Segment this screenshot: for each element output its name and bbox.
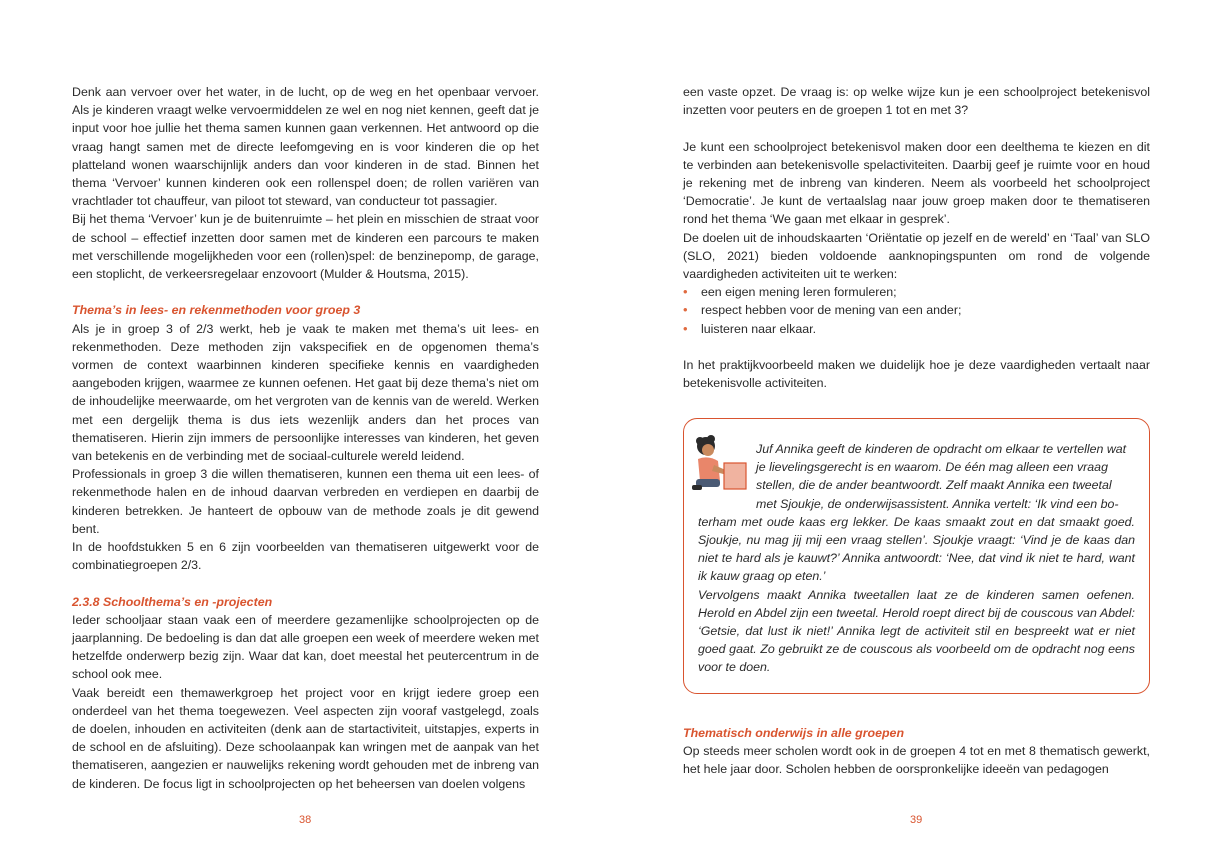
- paragraph: een vaste opzet. De vraag is: op welke wijze kun je een schoolproject betekenisvol inzetten voor peuters en de groepen 1 tot en met 3?: [683, 85, 1150, 118]
- right-bottom-column: [683, 724, 1150, 779]
- section-heading: Thema’s in lees- en rekenmethoden voor groep 3: [72, 303, 361, 318]
- paragraph: Ieder schooljaar staan vaak een of meerdere gezamenlijke schoolprojecten op de jaarplanning. De bedoeling is dan dat alle groepen een week of meerdere weken met hetzelfde onderwerp bezig zijn. Waar dat kan, doet meestal het peutercentrum in de school ook mee.: [72, 612, 539, 682]
- right-page: [611, 0, 1222, 862]
- box-line: je lievelingsgerecht is en waarom. De één mag alleen een vraag: [756, 460, 1108, 475]
- list-item: • respect hebben voor de mening van een ander;: [683, 301, 1150, 319]
- paragraph: Professionals in groep 3 die willen thematiseren, kunnen een thema uit een lees- of rekenmethode halen en de inhoud daarvan verbreden en verdiepen en daarbij de kinderen betrekken. Je hanteert de opbouw van de methode zoals je dit gewend bent.: [72, 467, 539, 536]
- bullet-list: [683, 283, 1150, 338]
- paragraph: Denk aan vervoer over het water, in de lucht, op de weg en het openbaar vervoer. Als je kinderen vraagt welke vervoermiddelen ze wel en nog niet kennen, geeft dat je input voor hoe jullie het thema samen kunnen gaan verkennen. Het antwoord op die vraag hangt samen met de directe leefomgeving en is voor kinderen die op het platteland wonen waarschijnlijk anders dan voor kinderen in de stad. Binnen het thema ‘Vervoer’ kunnen kinderen ook een rollenspel doen; de rollen variëren van vrachtlader tot chauffeur, van piloot tot steward, van conducteur tot passagier.: [72, 85, 539, 209]
- list-item: • een eigen mening leren formuleren;: [683, 283, 1150, 301]
- page-number: 39: [910, 814, 923, 826]
- practice-example-box: [683, 418, 1150, 694]
- paragraph: De doelen uit de inhoudskaarten ‘Oriëntatie op jezelf en de wereld’ en ‘Taal’ van SLO (SLO, 2021) bieden voldoende aanknopingspunten om rond de volgende vaardigheden activiteiten uit te werken:: [683, 230, 1150, 282]
- box-paragraph: Vervolgens maakt Annika tweetallen laat ze de kinderen samen oefenen. Herold en Abdel zijn een tweetal. Herold roept direct bij de couscous van Abdel: ‘Getsie, dat lust ik niet!’ Annika legt de activiteit stil en bespreekt wat er niet goed gaat. Zo gebruikt ze de couscous als voorbeeld om de opdracht nog eens voor te doen.: [698, 587, 1135, 675]
- page-number: 38: [299, 814, 312, 826]
- box-paragraph: terham met oude kaas erg lekker. De kaas smaakt zout en dat smaakt goed. Sjoukje, nu mag jij mij een vraag stellen’. Sjoukje vraagt: ‘Vind je de kaas dan niet te hard als je kauwt?’ Annika antwoordt: ‘Nee, dat vind ik niet te hard, want ik kauw graag op eten.’: [698, 514, 1135, 584]
- practice-example-text: [698, 440, 1135, 677]
- paragraph: Vaak bereidt een themawerkgroep het project voor en krijgt iedere groep een onderdeel van het thema toegewezen. Veel aspecten zijn vooraf vastgelegd, zoals de doelen, inhouden en activiteiten (denk aan de startactiviteit, uitstapjes, experts in de school en de afsluiting). Deze schoolaanpak kan wringen met de aanpak van het thematiseren, aangezien er nauwelijks rekening wordt gehouden met de inbreng van de kinderen. De focus ligt in schoolprojecten op het beheersen van doelen volgens: [72, 685, 539, 791]
- box-line: Juf Annika geeft de kinderen de opdracht om elkaar te vertellen wat: [756, 442, 1127, 456]
- list-item: • luisteren naar elkaar.: [683, 320, 1150, 338]
- box-line: stellen, die de ander beantwoordt. Zelf maakt Annika een tweetal: [756, 478, 1112, 493]
- paragraph: In het praktijkvoorbeeld maken we duidelijk hoe je deze vaardigheden vertaalt naar betekenisvolle activiteiten.: [683, 358, 1150, 391]
- paragraph: Bij het thema ‘Vervoer’ kun je de buitenruimte – het plein en misschien de straat voor de school – effectief inzetten door samen met de kinderen een parcours te maken met verschillende mogelijkheden voor een (rollen)spel: de benzinepomp, de garage, een stoplicht, de verkeersregelaar enzovoort (Mulder & Houtsma, 2015).: [72, 212, 539, 282]
- box-line: met Sjoukje, de onderwijsassistent. Annika vertelt: ‘Ik vind een bo-: [756, 496, 1119, 511]
- paragraph: Als je in groep 3 of 2/3 werkt, heb je vaak te maken met thema’s uit lees- en rekenmethoden. Deze methoden zijn vakspecifiek en de opgenomen thema’s vormen de context waarbinnen kinderen specifieke kennis en vaardigheden aangeboden krijgen, waarmee ze kunnen oefenen. Het gaat bij deze thema’s niet om de inhoudelijke meerwaarde, om het vergroten van de kennis van de wereld. Werken met een dergelijk thema is dus iets wezenlijk anders dan het proces van thematiseren. Hierin zijn immers de persoonlijke interesses van kinderen, het geven van betekenis en de verbinding met de sociaal-culturele wereld leidend.: [72, 321, 539, 464]
- section-heading: 2.3.8 Schoolthema’s en -projecten: [72, 594, 273, 609]
- paragraph: Je kunt een schoolproject betekenisvol maken door een deelthema te kiezen en dit te verbinden aan betekenisvolle spelactiviteiten. Daarbij geef je ruimte voor en houd je rekening met de inbreng van kinderen. Neem als voorbeeld het schoolproject ‘Democratie’. Je kunt de vertaalslag naar jouw groep maken door te thematiseren rond het thema ‘We gaan met elkaar in gesprek’.: [683, 139, 1150, 227]
- paragraph: In de hoofdstukken 5 en 6 zijn voorbeelden van thematiseren uitgewerkt voor de combinatiegroepen 2/3.: [72, 540, 539, 573]
- section-heading: Thematisch onderwijs in alle groepen: [683, 726, 905, 740]
- right-text-column: [683, 83, 1150, 392]
- left-text-column: [72, 83, 539, 793]
- paragraph: Op steeds meer scholen wordt ook in de groepen 4 tot en met 8 thematisch gewerkt, het hele jaar door. Scholen hebben de oorspronkelijke ideeën van pedagogen: [683, 744, 1150, 777]
